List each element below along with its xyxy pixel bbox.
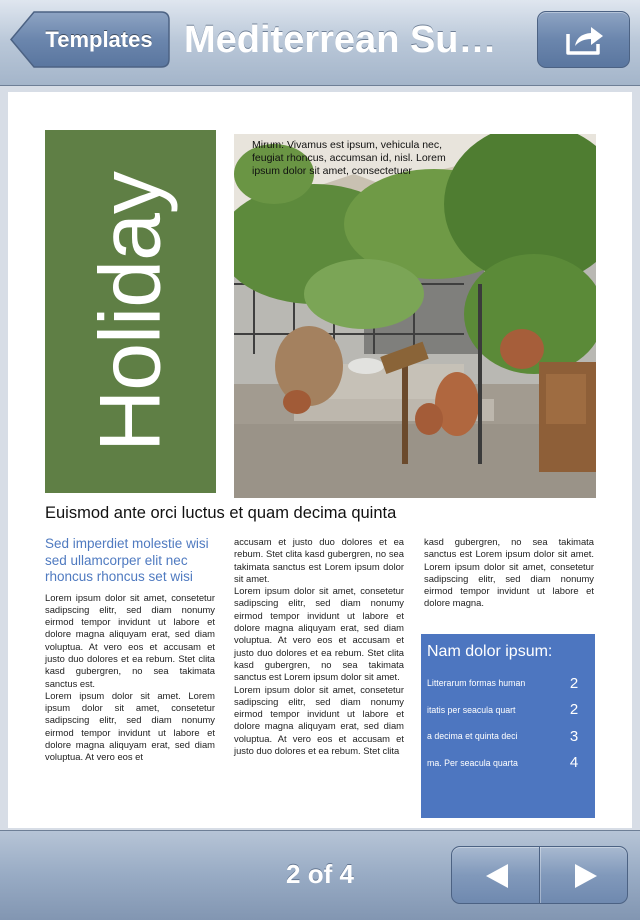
templates-back-label: Templates: [45, 27, 153, 52]
sidebar-row: [427, 697, 589, 724]
templates-back-button[interactable]: [10, 11, 170, 68]
sidebar-row-value: 2: [569, 701, 579, 719]
column-1-paragraph: Lorem ipsum dolor sit amet. Lorem ipsum dolor sit amet, consetetur sadipscing elitr, sed diam nonumy eirmod tempor invidunt ut labore et dolore magna aliquyam erat, sed diam voluptua. At vero eos et: [45, 689, 215, 763]
sidebar-row-label: Litterarum formas human: [427, 678, 526, 689]
share-icon: [565, 24, 605, 56]
next-page-button[interactable]: [540, 847, 628, 904]
article-subheading: Sed imperdiet molestie wisi sed ullamcorper elit nec rhoncus rhoncus set wisi: [45, 536, 209, 584]
sidebar-info-box: [421, 634, 595, 818]
text-column-2: [234, 536, 404, 757]
sidebar-row: [427, 750, 589, 777]
sidebar-row-value: 3: [569, 727, 579, 745]
mediterranean-photo: [234, 134, 596, 498]
holiday-banner: [45, 130, 216, 493]
sidebar-row-value: 2: [569, 674, 579, 692]
bottom-toolbar: [0, 830, 640, 920]
page-navigation-control: [451, 846, 628, 904]
sidebar-row: [427, 723, 589, 750]
holiday-label: Holiday: [82, 171, 178, 452]
previous-page-button[interactable]: [452, 847, 540, 904]
column-3-paragraph: kasd gubergren, no sea takimata sanctus est Lorem ipsum dolor sit amet. Lorem ipsum dolor sit amet, consetetur sadipscing elitr, sed diam nonumy eirmod tempor invidunt ut labore et dolore magna.: [424, 536, 594, 609]
photo-caption: Mirum: Vivamus est ipsum, vehicula nec, feugiat rhoncus, accumsan id, nisl. Lorem ipsum dolor sit amet, consectetuer: [252, 139, 446, 177]
sidebar-row-label: a decima et quinta deci: [427, 731, 518, 742]
article-headline: Euismod ante orci luctus et quam decima quinta: [45, 504, 397, 522]
sidebar-row-label: ma. Per seacula quarta: [427, 757, 518, 768]
column-1-paragraph: Lorem ipsum dolor sit amet, consetetur sadipscing elitr, sed diam nonumy eirmod tempor invidunt ut labore et dolore magna aliquyam erat, sed diam voluptua. At vero eos et accusam et justo duo dolores et ea rebum. Stet clita kasd gubergren, no sea takimata sanctus est.: [45, 591, 215, 689]
share-button[interactable]: [537, 11, 630, 68]
triangle-left-icon: [484, 863, 510, 889]
sidebar-title: Nam dolor ipsum:: [427, 643, 553, 660]
document-page[interactable]: [8, 92, 632, 828]
triangle-right-icon: [573, 863, 599, 889]
text-column-3: [424, 536, 594, 610]
text-column-1: [45, 536, 215, 764]
photo-illustration: [234, 134, 596, 498]
sidebar-row-label: itatis per seacula quart: [427, 704, 516, 715]
document-title: Mediterrean Su…: [184, 19, 497, 61]
sidebar-row-value: 4: [569, 754, 579, 772]
column-2-paragraph: Lorem ipsum dolor sit amet, consetetur sadipscing elitr, sed diam nonumy eirmod tempor invidunt ut labore et dolore magna aliquyam erat, sed diam voluptua. At vero eos et accusam et justo duo dolores et ea rebum. Stet clita kasd gubergren, no sea takimata sanctus est Lorem ipsum dolor sit amet.: [234, 585, 404, 683]
sidebar-row: [427, 670, 589, 697]
page-indicator: 2 of 4: [286, 859, 354, 889]
navigation-bar: [0, 0, 640, 86]
column-2-paragraph: Lorem ipsum dolor sit amet, consetetur sadipscing elitr, sed diam nonumy eirmod tempor invidunt ut labore et dolore magna aliquyam erat, sed diam voluptua. At vero eos et accusam et justo duo dolores et ea rebum. Stet clita: [234, 683, 404, 757]
column-2-paragraph: accusam et justo duo dolores et ea rebum. Stet clita kasd gubergren, no sea takimata sanctus est Lorem ipsum dolor sit amet.: [234, 536, 404, 584]
